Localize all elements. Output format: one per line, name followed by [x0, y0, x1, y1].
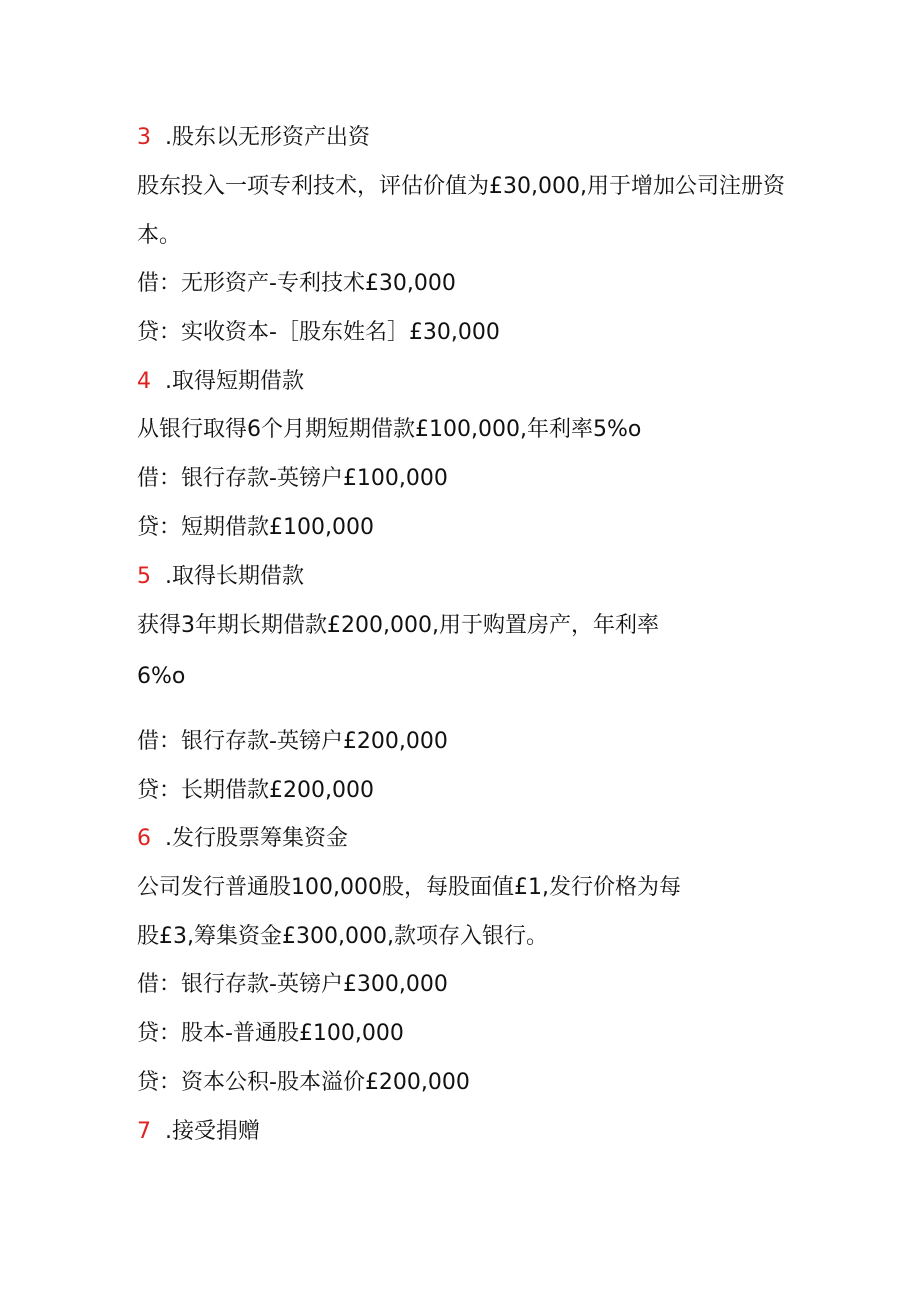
section-7-number: 7 — [137, 1119, 151, 1144]
section-3-description-line-1: 股东投入一项专利技术，评估价值为£30,000,用于增加公司注册资 — [137, 174, 785, 199]
section-6-number: 6 — [137, 826, 151, 851]
section-4-debit-entry: 借：银行存款-英镑户£100,000 — [137, 466, 448, 491]
section-6-debit-entry: 借：银行存款-英镑户£300,000 — [137, 972, 448, 997]
section-5-heading — [137, 563, 304, 591]
section-6-description-line-2: 股£3,筹集资金£300,000,款项存入银行。 — [137, 924, 548, 949]
section-3-description-line-2: 本。 — [137, 223, 182, 248]
section-6-credit-entry-2: 贷：资本公积-股本溢价£200,000 — [137, 1070, 470, 1095]
section-4-heading — [137, 368, 304, 396]
section-5-credit-entry: 贷：长期借款£200,000 — [137, 778, 374, 803]
section-3-debit-entry: 借：无形资产-专利技术£30,000 — [137, 271, 456, 296]
section-4-credit-entry: 贷：短期借款£100,000 — [137, 515, 374, 540]
section-6-credit-entry-1: 贷：股本-普通股£100,000 — [137, 1021, 404, 1046]
section-5-number: 5 — [137, 564, 151, 589]
section-4-number: 4 — [137, 369, 151, 394]
section-5-description-line-1: 获得3年期长期借款£200,000,用于购置房产，年利率 — [137, 613, 659, 638]
section-3-credit-entry: 贷：实收资本-［股东姓名］£30,000 — [137, 320, 500, 345]
section-3-number: 3 — [137, 125, 151, 150]
section-6-heading — [137, 825, 348, 853]
section-3-title: .股东以无形资产出资 — [165, 125, 370, 150]
section-5-debit-entry: 借：银行存款-英镑户£200,000 — [137, 729, 448, 754]
section-4-description-line-1: 从银行取得6个月期短期借款£100,000,年利率5%o — [137, 417, 642, 442]
section-5-title: .取得长期借款 — [165, 564, 304, 589]
section-7-heading — [137, 1118, 260, 1146]
section-3-heading — [137, 124, 370, 152]
section-6-description-line-1: 公司发行普通股100,000股，每股面值£1,发行价格为每 — [137, 875, 681, 900]
section-6-title: .发行股票筹集资金 — [165, 826, 348, 851]
section-7-title: .接受捐赠 — [165, 1119, 260, 1144]
section-5-description-line-2: 6%o — [137, 664, 186, 689]
section-4-title: .取得短期借款 — [165, 369, 304, 394]
